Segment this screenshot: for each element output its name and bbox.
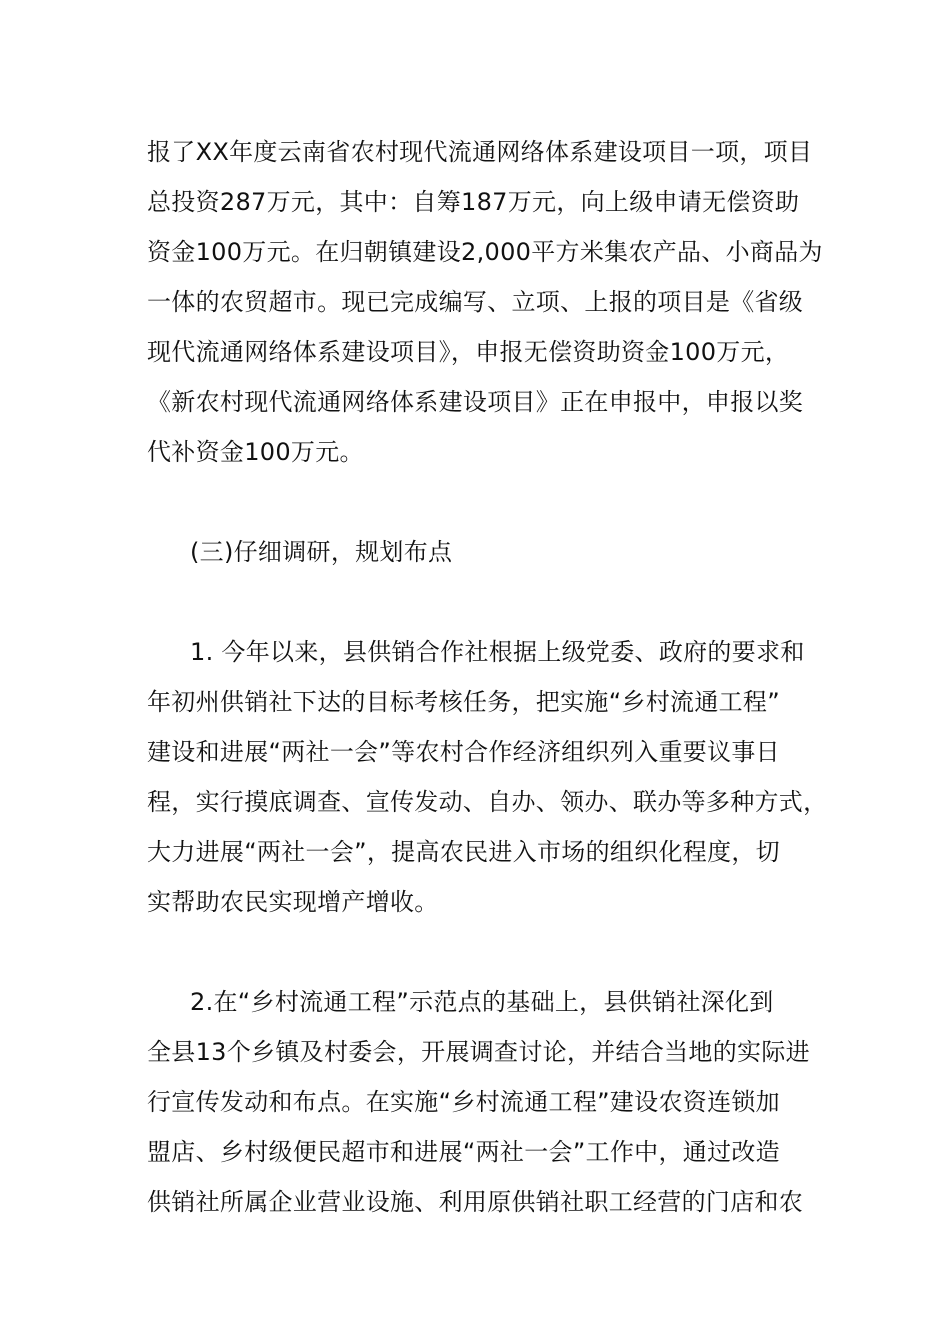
paragraph-line: 现代流通网络体系建设项目》，申报无偿资助资金100万元， — [147, 338, 790, 366]
paragraph-line: 总投资287万元，其中：自筹187万元，向上级申请无偿资助 — [147, 188, 800, 216]
paragraph-line: 1. 今年以来，县供销合作社根据上级党委、政府的要求和 — [190, 638, 805, 666]
paragraph-line: 实帮助农民实现增产增收。 — [147, 888, 439, 916]
paragraph-line: 年初州供销社下达的目标考核任务，把实施“乡村流通工程” — [147, 688, 780, 716]
paragraph-line: 行宣传发动和布点。在实施“乡村流通工程”建设农资连锁加 — [147, 1088, 780, 1116]
paragraph-line: 2.在“乡村流通工程”示范点的基础上，县供销社深化到 — [190, 988, 774, 1016]
paragraph-line: 盟店、乡村级便民超市和进展“两社一会”工作中，通过改造 — [147, 1138, 780, 1166]
paragraph-line: 《新农村现代流通网络体系建设项目》正在申报中，申报以奖 — [147, 388, 804, 416]
paragraph-line: 代补资金100万元。 — [147, 438, 364, 466]
paragraph-line: 大力进展“两社一会”，提高农民进入市场的组织化程度，切 — [147, 838, 780, 866]
section-heading: (三)仔细调研，规划布点 — [190, 538, 453, 566]
paragraph-line: 资金100万元。在归朝镇建设2,000平方米集农产品、小商品为 — [147, 238, 823, 266]
paragraph-line: 报了XX年度云南省农村现代流通网络体系建设项目一项，项目 — [147, 138, 813, 166]
paragraph-line: 程，实行摸底调查、宣传发动、自办、领办、联办等多种方式， — [147, 788, 828, 816]
paragraph-line: 供销社所属企业营业设施、利用原供销社职工经营的门店和农 — [147, 1188, 804, 1216]
paragraph-line: 一体的农贸超市。现已完成编写、立项、上报的项目是《省级 — [147, 288, 804, 316]
paragraph-line: 建设和进展“两社一会”等农村合作经济组织列入重要议事日 — [147, 738, 780, 766]
paragraph-line: 全县13个乡镇及村委会，开展调查讨论，并结合当地的实际进 — [147, 1038, 810, 1066]
